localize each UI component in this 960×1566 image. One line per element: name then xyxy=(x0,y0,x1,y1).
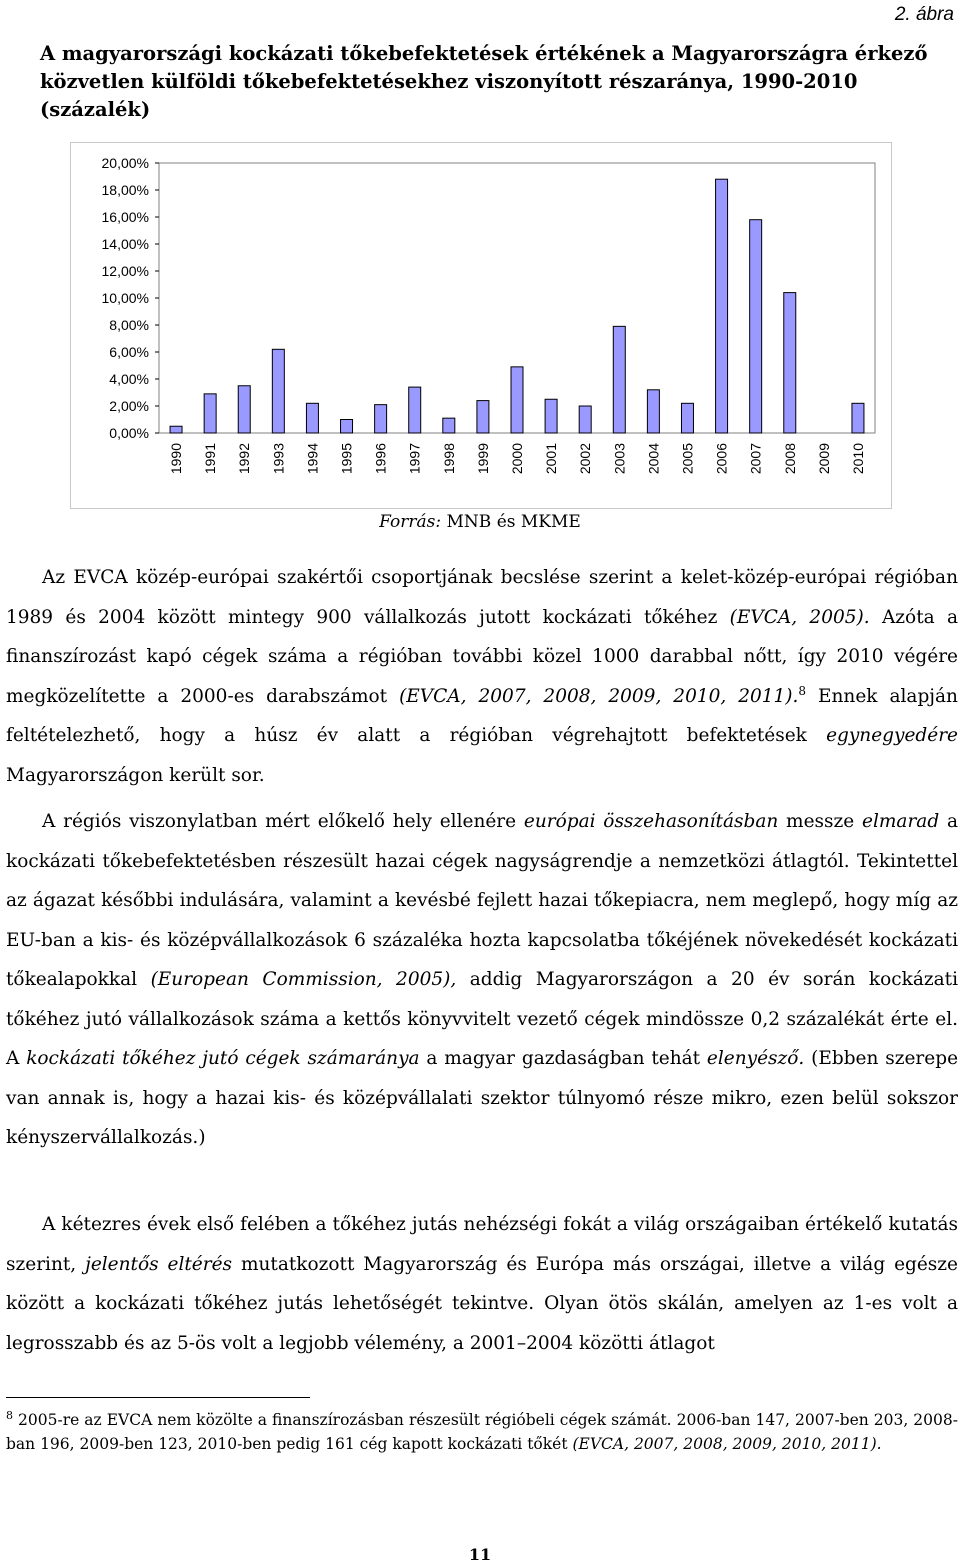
bar-1999 xyxy=(477,401,489,433)
bar-1995 xyxy=(341,420,353,434)
y-tick-label: 0,00% xyxy=(109,425,149,441)
p2-text-k: (Ebben szerepe van annak is, hogy a hazai kis- és középvállalati szektor túlnyomó része mikro, ezen belül sokszor kényszervállalkozás.) xyxy=(6,1048,959,1148)
x-tick-label: 1996 xyxy=(372,443,389,475)
bar-2010 xyxy=(852,403,864,433)
p2-citation: (European Commission, 2005), xyxy=(150,969,457,990)
bar-2002 xyxy=(579,406,591,433)
figure-title: A magyarországi kockázati tőkebefektetések értékének a Magyarországra érkező közvetlen külföldi tőkebefektetésekhez viszonyított részaránya, 1990-2010 (százalék) xyxy=(40,42,928,121)
p1-text-g: Magyarországon került sor. xyxy=(6,764,265,786)
p1-citation-1: (EVCA, 2005). xyxy=(729,606,870,628)
bar-2007 xyxy=(750,220,762,433)
chart-source xyxy=(0,512,960,532)
x-tick-label: 2010 xyxy=(849,443,866,475)
x-tick-label: 2004 xyxy=(645,443,662,475)
p1-citation-2: (EVCA, 2007, 2008, 2009, 2010, 2011). xyxy=(399,685,799,707)
p3-text-a: A kétezres évek első felében a tőkéhez jutás nehézségi fokát a világ országaiban értékelő kutatás szerint, xyxy=(6,1214,958,1275)
p1-text-e: Ennek alapján feltételezhető, hogy a húsz év alatt a régióban végrehajtott befektetések xyxy=(6,685,958,746)
x-tick-label: 1999 xyxy=(474,443,491,475)
chart-frame xyxy=(70,142,892,509)
bar-1991 xyxy=(204,394,216,433)
x-tick-label: 2000 xyxy=(509,443,525,475)
x-tick-label: 2001 xyxy=(543,443,560,475)
y-tick-label: 6,00% xyxy=(109,344,149,360)
x-tick-label: 1995 xyxy=(338,443,355,475)
p1-text-c: Azóta a finanszírozást kapó cégek száma a régióban további közel 1000 darabbal nőtt, így 2010 végére megközelítette a 2000-es darabszámot xyxy=(6,606,958,707)
p2-text-a: A régiós viszonylatban mért előkelő hely ellenére xyxy=(42,811,524,832)
figure-label: 2. ábra xyxy=(894,4,954,25)
y-tick-label: 16,00% xyxy=(101,209,149,225)
p2-emphasis-1: európai összehasonításban xyxy=(523,811,779,832)
bar-2003 xyxy=(613,326,625,433)
x-tick-label: 2009 xyxy=(815,443,832,475)
footnote-citation: (EVCA, 2007, 2008, 2009, 2010, 2011). xyxy=(572,1435,882,1453)
p2-text-e: a kockázati tőkebefektetésben részesült hazai cégek nagyságrendje a nemzetközi átlagtól. Tekintettel az ágazat későbbi indulására, valamint a kevésbé fejlett hazai tőkepiacra, nem meglepő, hogy míg az EU-ban a kis- és középvállalkozások 6 százaléka hozta kapcsolatba tőkéjének növekedését kockázati tőkealapokkal xyxy=(6,811,958,990)
y-tick-label: 8,00% xyxy=(109,317,149,333)
y-tick-label: 12,00% xyxy=(101,263,149,279)
y-tick-label: 2,00% xyxy=(109,398,149,414)
x-tick-label: 1991 xyxy=(202,443,219,475)
paragraph-3 xyxy=(6,1205,958,1363)
x-tick-label: 1998 xyxy=(440,443,457,475)
bar-1992 xyxy=(238,386,250,433)
p1-text-a: Az EVCA közép-európai szakértői csoportjának becslése szerint a kelet-közép-európai régióban 1989 és 2004 között mintegy 900 vállalkozás jutott kockázati tőkéhez xyxy=(6,567,958,628)
bar-1994 xyxy=(306,403,318,433)
footnote-ref: 8 xyxy=(798,683,807,698)
bar-1998 xyxy=(443,418,455,433)
y-tick-label: 10,00% xyxy=(101,290,149,306)
paragraph-1 xyxy=(6,558,958,795)
x-tick-label: 1990 xyxy=(168,443,185,475)
x-tick-label: 2007 xyxy=(747,443,764,475)
p2-emphasis-2: elmarad xyxy=(862,811,940,832)
footnote-number: 8 xyxy=(6,1408,13,1422)
bar-chart xyxy=(71,143,891,508)
y-tick-label: 20,00% xyxy=(101,155,149,171)
bar-2008 xyxy=(784,293,796,433)
x-tick-label: 2008 xyxy=(781,443,798,475)
y-tick-label: 14,00% xyxy=(101,236,149,252)
x-tick-label: 2003 xyxy=(611,443,628,475)
p2-emphasis-3: kockázati tőkéhez jutó cégek számaránya xyxy=(26,1048,420,1069)
bar-2004 xyxy=(647,390,659,433)
y-tick-label: 18,00% xyxy=(101,182,149,198)
x-tick-label: 1994 xyxy=(304,443,321,475)
x-tick-label: 1997 xyxy=(406,443,423,475)
x-tick-label: 2006 xyxy=(713,443,730,475)
p2-text-i: a magyar gazdaságban tehát xyxy=(419,1048,707,1069)
x-tick-label: 1992 xyxy=(236,443,253,475)
bar-1997 xyxy=(409,387,421,433)
bar-2005 xyxy=(681,403,693,433)
p2-text-c: messze xyxy=(778,811,863,832)
paragraph-2 xyxy=(6,802,958,1158)
bar-1990 xyxy=(170,426,182,433)
footnote-divider xyxy=(6,1397,310,1398)
bar-1993 xyxy=(272,349,284,433)
p1-emphasis: egynegyedére xyxy=(826,725,958,746)
bar-2006 xyxy=(716,179,728,433)
footnote-text: 2005-re az EVCA nem közölte a finanszírozásban részesült régióbeli cégek számát. 2006-ban 147, 2007-ben 203, 2008-ban 196, 2009-ben 123, 2010-ben pedig 161 cég kapott kockázati tőkét xyxy=(6,1411,958,1453)
p3-emphasis: jelentős eltérés xyxy=(85,1253,233,1275)
p3-text-c: mutatkozott Magyarország és Európa más országai, illetve a világ egésze között a kockázati tőkéhez jutás lehetőségét tekintve. Olyan ötös skálán, amelyen az 1-es volt a legrosszabb és az 5-ös volt a legjobb vélemény, a 2001–2004 közötti átlagot xyxy=(6,1253,958,1354)
x-tick-label: 2005 xyxy=(679,443,696,475)
x-tick-label: 1993 xyxy=(270,443,287,475)
bar-2001 xyxy=(545,399,557,433)
bar-2000 xyxy=(511,367,523,433)
p2-text-g: addig Magyarországon a 20 év során kockázati tőkéhez jutó vállalkozások száma a kettős könyvvitelt vezető cégek mindössze 0,2 százalékát érte el. A xyxy=(6,969,959,1069)
y-tick-label: 4,00% xyxy=(109,371,149,387)
source-label: Forrás: xyxy=(379,512,442,532)
bar-1996 xyxy=(375,405,387,433)
source-text: MNB és MKME xyxy=(441,512,581,532)
x-tick-label: 2002 xyxy=(577,443,594,475)
footnote xyxy=(6,1408,958,1456)
p2-emphasis-4: elenyésző. xyxy=(706,1048,805,1069)
page-number: 11 xyxy=(468,1545,492,1564)
